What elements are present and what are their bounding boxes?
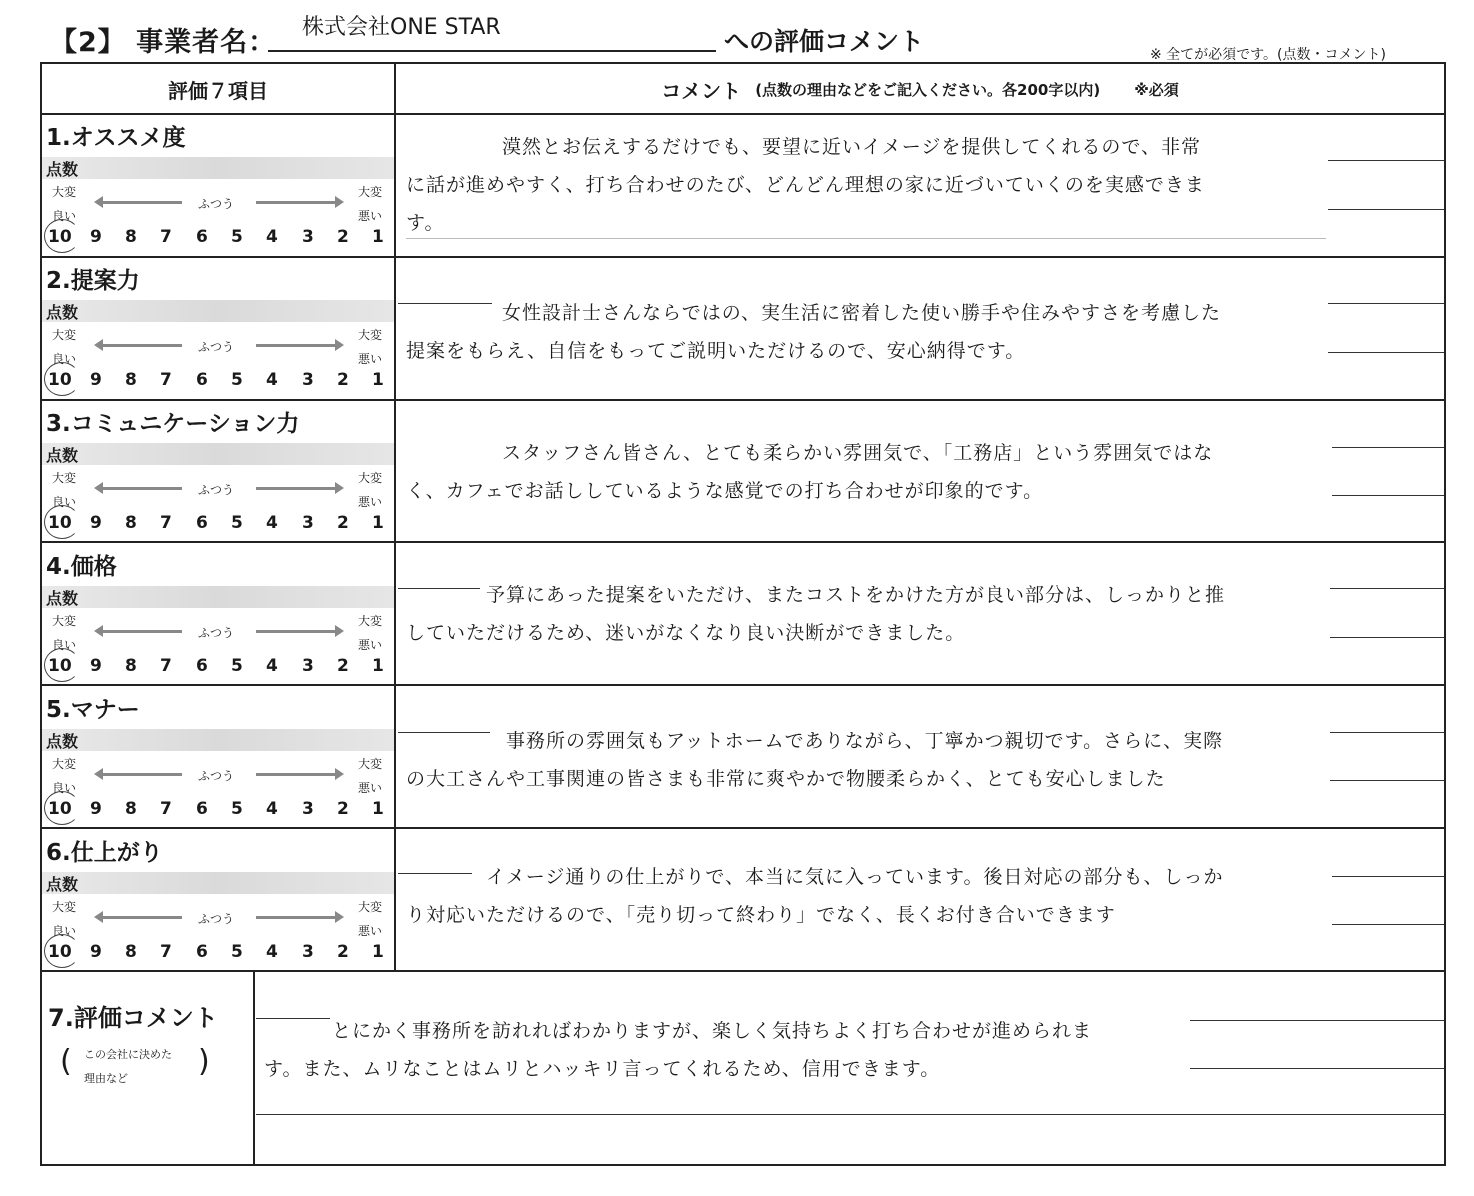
- very-bad-label: 悪い: [358, 924, 383, 938]
- score-option[interactable]: 8: [125, 942, 137, 962]
- column-header-items: 評価７項目: [168, 78, 268, 103]
- comment-line: す。: [406, 212, 445, 234]
- score-option[interactable]: 4: [266, 656, 278, 676]
- very-bad-label: 悪い: [358, 352, 383, 366]
- right-arrow-icon: [256, 487, 336, 490]
- item-comment: [406, 722, 1326, 798]
- item-title: 5.マナー: [46, 697, 140, 723]
- table-divider: [40, 970, 1446, 972]
- right-arrow-icon: [256, 916, 336, 919]
- very-good-label: 大変: [52, 614, 77, 628]
- score-option[interactable]: 5: [231, 227, 243, 247]
- score-band: [42, 729, 394, 751]
- score-option[interactable]: 8: [125, 227, 137, 247]
- very-good-label: 良い: [52, 495, 77, 509]
- column-header-comment: [396, 64, 1444, 114]
- score-option[interactable]: 5: [231, 942, 243, 962]
- item-comment: [406, 576, 1326, 652]
- score-label: 点数: [46, 875, 79, 894]
- company-name: 株式会社ONE STAR: [302, 15, 501, 40]
- score-label: 点数: [46, 732, 79, 751]
- score-band: [42, 586, 394, 608]
- writing-line: [256, 1018, 330, 1019]
- left-arrow-icon: [102, 630, 182, 633]
- score-option[interactable]: 3: [302, 942, 314, 962]
- company-name-underline: [268, 50, 716, 52]
- score-option[interactable]: 3: [302, 227, 314, 247]
- score-option[interactable]: 4: [266, 799, 278, 819]
- score-option[interactable]: 2: [337, 656, 349, 676]
- writing-line: [406, 238, 1326, 239]
- evaluation-item: [42, 687, 394, 827]
- normal-label: ふつう: [198, 769, 235, 783]
- table-divider: [40, 541, 1446, 543]
- score-option[interactable]: 4: [266, 370, 278, 390]
- very-bad-label: 悪い: [358, 781, 383, 795]
- required-note: ※ 全てが必須です。(点数・コメント): [1150, 47, 1386, 63]
- score-option[interactable]: 1: [372, 513, 384, 533]
- writing-line: [1330, 732, 1444, 733]
- column-header-comment-instruction: (点数の理由などをご記入ください。各200字以内): [755, 80, 1101, 99]
- score-band: [42, 157, 394, 179]
- score-option[interactable]: 7: [160, 942, 172, 962]
- normal-label: ふつう: [198, 483, 235, 497]
- comment-line: 漠然とお伝えするだけでも、要望に近いイメージを提供してくれるので、非常: [502, 136, 1202, 158]
- very-bad-label: 大変: [358, 328, 383, 342]
- very-bad-label: 大変: [358, 471, 383, 485]
- comment-line: スタッフさん皆さん、とても柔らかい雰囲気で、「工務店」という雰囲気ではな: [502, 442, 1214, 464]
- item-title: 1.オススメ度: [46, 125, 186, 151]
- right-arrow-icon: [256, 630, 336, 633]
- very-bad-label: 大変: [358, 614, 383, 628]
- writing-line: [1330, 780, 1444, 781]
- comment-line: の大工さんや工事関連の皆さまも非常に爽やかで物腰柔らかく、とても安心しました: [406, 768, 1166, 790]
- score-option[interactable]: 1: [372, 227, 384, 247]
- writing-line: [398, 732, 490, 733]
- score-option[interactable]: 3: [302, 799, 314, 819]
- score-option[interactable]: 9: [90, 656, 102, 676]
- section7-hint: この会社に決めた: [84, 1048, 172, 1061]
- very-good-label: 良い: [52, 638, 77, 652]
- very-bad-label: 悪い: [358, 638, 383, 652]
- comment-line: り対応いただけるので、「売り切って終わり」でなく、長くお付き合いできます: [406, 904, 1116, 926]
- comment-line: く、カフェでお話ししているような感覚での打ち合わせが印象的です。: [406, 480, 1044, 502]
- score-option[interactable]: 10: [48, 942, 72, 962]
- very-good-label: 大変: [52, 757, 77, 771]
- score-option[interactable]: 9: [90, 942, 102, 962]
- comment-line: 予算にあった提案をいただけ、またコストをかけた方が良い部分は、しっかりと推: [486, 584, 1226, 606]
- very-good-label: 大変: [52, 185, 77, 199]
- score-option[interactable]: 2: [337, 370, 349, 390]
- very-bad-label: 悪い: [358, 495, 383, 509]
- very-bad-label: 大変: [358, 757, 383, 771]
- writing-line: [1332, 876, 1444, 877]
- score-option[interactable]: 3: [302, 513, 314, 533]
- item-title: 6.仕上がり: [46, 840, 163, 866]
- score-option[interactable]: 10: [48, 513, 72, 533]
- writing-line: [256, 1114, 1444, 1115]
- column-header-comment-title: コメント: [661, 78, 742, 103]
- writing-line: [398, 588, 480, 589]
- score-option[interactable]: 1: [372, 656, 384, 676]
- score-option[interactable]: 4: [266, 942, 278, 962]
- very-good-label: 大変: [52, 900, 77, 914]
- item-comment: [406, 858, 1326, 934]
- score-option[interactable]: 1: [372, 799, 384, 819]
- section7-paren-open: (: [60, 1044, 72, 1079]
- score-label: 点数: [46, 446, 79, 465]
- score-option[interactable]: 1: [372, 370, 384, 390]
- left-arrow-icon: [102, 201, 182, 204]
- score-option[interactable]: 9: [90, 799, 102, 819]
- score-option[interactable]: 6: [196, 942, 208, 962]
- score-option[interactable]: 8: [125, 513, 137, 533]
- score-option[interactable]: 5: [231, 513, 243, 533]
- score-option[interactable]: 6: [196, 227, 208, 247]
- comment-line: 提案をもらえ、自信をもってご説明いただけるので、安心納得です。: [406, 340, 1026, 362]
- very-good-label: 良い: [52, 209, 77, 223]
- comment-line: 事務所の雰囲気もアットホームでありながら、丁寧かつ親切です。さらに、実際: [506, 730, 1224, 752]
- very-good-label: 良い: [52, 781, 77, 795]
- score-label: 点数: [46, 589, 79, 608]
- writing-line: [1330, 588, 1444, 589]
- score-option[interactable]: 7: [160, 656, 172, 676]
- item-title: 3.コミュニケーション力: [46, 411, 300, 437]
- evaluation-item: [42, 115, 394, 255]
- very-bad-label: 大変: [358, 900, 383, 914]
- score-option[interactable]: 8: [125, 656, 137, 676]
- score-option[interactable]: 10: [48, 227, 72, 247]
- very-bad-label: 大変: [358, 185, 383, 199]
- evaluation-item: [42, 258, 394, 398]
- writing-line: [1328, 209, 1444, 210]
- header-suffix: への評価コメント: [724, 27, 925, 56]
- score-option[interactable]: 10: [48, 370, 72, 390]
- item-comment: [406, 128, 1326, 242]
- column-divider: [253, 970, 255, 1164]
- section7-comment: [264, 1012, 1184, 1088]
- normal-label: ふつう: [198, 197, 235, 211]
- column-divider: [394, 62, 396, 970]
- writing-line: [1332, 495, 1444, 496]
- section7-hint: 理由など: [84, 1072, 128, 1085]
- normal-label: ふつう: [198, 340, 235, 354]
- score-option[interactable]: 5: [231, 799, 243, 819]
- item-title: 2.提案力: [46, 268, 140, 294]
- normal-label: ふつう: [198, 912, 235, 926]
- writing-line: [1330, 637, 1444, 638]
- score-option[interactable]: 6: [196, 370, 208, 390]
- section7-paren-close: ): [198, 1044, 210, 1079]
- score-option[interactable]: 9: [90, 370, 102, 390]
- score-option[interactable]: 9: [90, 227, 102, 247]
- score-option[interactable]: 8: [125, 370, 137, 390]
- right-arrow-icon: [256, 201, 336, 204]
- score-option[interactable]: 7: [160, 227, 172, 247]
- score-option[interactable]: 5: [231, 656, 243, 676]
- very-good-label: 良い: [52, 924, 77, 938]
- very-good-label: 大変: [52, 471, 77, 485]
- very-good-label: 良い: [52, 352, 77, 366]
- score-option[interactable]: 3: [302, 656, 314, 676]
- very-bad-label: 悪い: [358, 209, 383, 223]
- left-arrow-icon: [102, 916, 182, 919]
- score-option[interactable]: 8: [125, 799, 137, 819]
- score-option[interactable]: 7: [160, 370, 172, 390]
- score-option[interactable]: 5: [231, 370, 243, 390]
- writing-line: [1332, 924, 1444, 925]
- evaluation-item: [42, 401, 394, 541]
- score-option[interactable]: 10: [48, 656, 72, 676]
- score-option[interactable]: 7: [160, 513, 172, 533]
- score-option[interactable]: 2: [337, 513, 349, 533]
- left-arrow-icon: [102, 344, 182, 347]
- score-option[interactable]: 1: [372, 942, 384, 962]
- writing-line: [1328, 303, 1444, 304]
- writing-line: [1332, 447, 1444, 448]
- score-option[interactable]: 9: [90, 513, 102, 533]
- item-comment: [406, 294, 1326, 370]
- comment-line: に話が進めやすく、打ち合わせのたび、どんどん理想の家に近づいていくのを実感できま: [406, 174, 1205, 196]
- score-option[interactable]: 6: [196, 799, 208, 819]
- score-option[interactable]: 7: [160, 799, 172, 819]
- very-good-label: 大変: [52, 328, 77, 342]
- writing-line: [1190, 1020, 1444, 1021]
- comment-line: していただけるため、迷いがなくなり良い決断ができました。: [406, 622, 966, 644]
- item-comment: [406, 434, 1326, 510]
- writing-line: [1328, 352, 1444, 353]
- score-option[interactable]: 4: [266, 513, 278, 533]
- evaluation-item: [42, 830, 394, 970]
- comment-line: す。また、ムリなことはムリとハッキリ言ってくれるため、信用できます。: [264, 1058, 941, 1080]
- right-arrow-icon: [256, 344, 336, 347]
- writing-line: [398, 303, 492, 304]
- score-option[interactable]: 4: [266, 227, 278, 247]
- table-divider: [40, 684, 1446, 686]
- score-label: 点数: [46, 160, 79, 179]
- evaluation-item: [42, 544, 394, 684]
- writing-line: [1190, 1068, 1444, 1069]
- score-option[interactable]: 6: [196, 656, 208, 676]
- score-option[interactable]: 2: [337, 942, 349, 962]
- normal-label: ふつう: [198, 626, 235, 640]
- comment-line: 女性設計士さんならではの、実生活に密着した使い勝手や住みやすさを考慮した: [502, 302, 1222, 324]
- score-option[interactable]: 6: [196, 513, 208, 533]
- table-divider: [40, 827, 1446, 829]
- score-option[interactable]: 3: [302, 370, 314, 390]
- writing-line: [1328, 160, 1444, 161]
- score-label: 点数: [46, 303, 79, 322]
- comment-line: とにかく事務所を訪れればわかりますが、楽しく気持ちよく打ち合わせが進められま: [332, 1020, 1093, 1042]
- right-arrow-icon: [256, 773, 336, 776]
- writing-line: [398, 873, 472, 874]
- score-band: [42, 300, 394, 322]
- section7-title: 7.評価コメント: [48, 1004, 218, 1032]
- comment-line: イメージ通りの仕上がりで、本当に気に入っています。後日対応の部分も、しっか: [486, 866, 1224, 888]
- left-arrow-icon: [102, 487, 182, 490]
- score-band: [42, 443, 394, 465]
- column-header-required: ※必須: [1134, 80, 1179, 99]
- score-option[interactable]: 10: [48, 799, 72, 819]
- header-label: 【2】 事業者名：: [50, 27, 277, 58]
- score-option[interactable]: 2: [337, 799, 349, 819]
- score-option[interactable]: 2: [337, 227, 349, 247]
- score-band: [42, 872, 394, 894]
- left-arrow-icon: [102, 773, 182, 776]
- item-title: 4.価格: [46, 554, 117, 580]
